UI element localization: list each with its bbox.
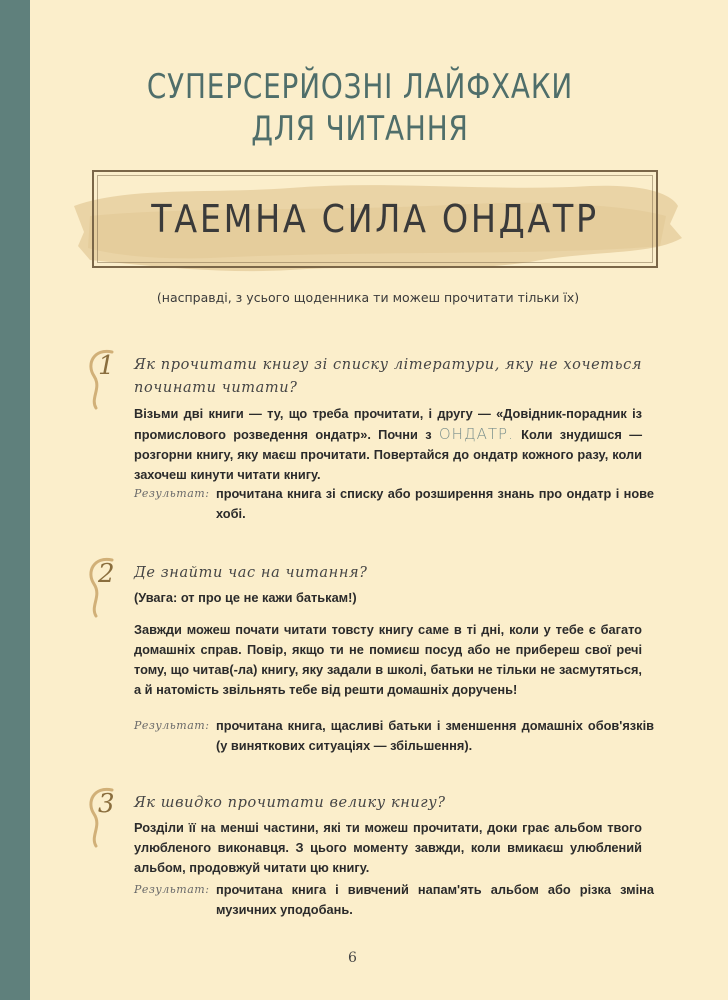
number-swirl-icon xyxy=(82,554,128,620)
number-swirl-icon xyxy=(82,784,128,850)
tip-number: 3 xyxy=(98,789,115,819)
ondatr-highlight: ОНДАТР. xyxy=(438,425,514,443)
tip-result xyxy=(134,484,654,524)
tip-body: Завжди можеш почати читати товсту книгу саме в ті дні, коли у тебе є багато домашніх справ. Повір, якщо ти не помиєш посуд або не прибереш свої речі тому, що читав(-ла) книгу, яку задали в школі, батьки не тільки не засмутяться, а й натомість звільнять тебе від решти домашніх доручень! xyxy=(134,622,642,697)
page-title xyxy=(114,66,606,150)
book-spine-stripe xyxy=(0,0,30,1000)
tip-result xyxy=(134,880,654,920)
page-title-line-2: ДЛЯ ЧИТАННЯ xyxy=(251,109,469,149)
result-label: Результат: xyxy=(134,883,210,896)
result-label: Результат: xyxy=(134,719,210,732)
tip-body: Розділи її на менші частини, які ти можеш прочитати, доки грає альбом твого улюбленого виконавця. З цього моменту завжди, коли вмикаєш улюблений альбом, продовжуй читати цю книгу. xyxy=(134,820,642,875)
tip-result xyxy=(134,716,654,756)
tip-note: (Увага: от про це не кажи батькам!) xyxy=(134,590,357,605)
tip-question: Де знайти час на читання? xyxy=(134,565,368,581)
result-text: прочитана книга і вивчений напам'ять альбом або різка зміна музичних уподобань. xyxy=(216,882,654,917)
tip-number: 1 xyxy=(98,351,115,381)
tip-question: Як швидко прочитати велику книгу? xyxy=(134,795,446,811)
result-label: Результат: xyxy=(134,487,210,500)
subtitle: (насправді, з усього щоденника ти можеш прочитати тільки їх) xyxy=(156,290,580,305)
page-number: 6 xyxy=(348,950,357,966)
tip-question: Як прочитати книгу зі списку літератури, яку не хочеться починати читати? xyxy=(134,357,643,396)
number-swirl-icon xyxy=(82,346,128,412)
tip-number: 2 xyxy=(98,559,115,589)
result-text: прочитана книга зі списку або розширення знань про ондатр і нове хобі. xyxy=(216,486,654,521)
tip-body: Візьми дві книги — ту, що треба прочитати, і другу — «Довідник-порадник із промислового розведення ондатр». Почни з ОНДАТР. Коли знудишся — розгорни книгу, яку маєш прочитати. Повертайся до ондатр кожного разу, коли захочеш кинути читати книгу. xyxy=(134,406,642,482)
page-title-line-1: СУПЕРСЕРЙОЗНІ ЛАЙФХАКИ xyxy=(146,67,574,107)
banner-heading: ТАЕМНА СИЛА ОНДАТР xyxy=(151,197,599,241)
result-text: прочитана книга, щасливі батьки і зменшення домашніх обов'язків (у виняткових ситуаціях — збільшення). xyxy=(216,718,654,753)
